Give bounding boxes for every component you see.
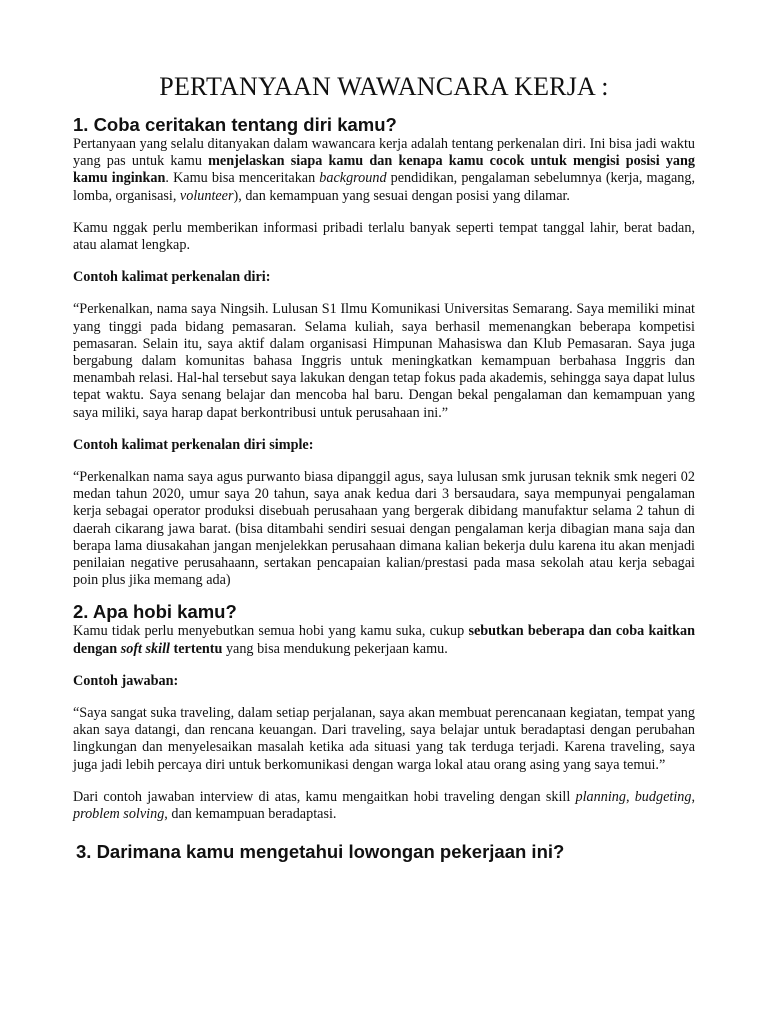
q2-intro-bold-text-2: tertentu <box>169 640 223 657</box>
q2-conclusion-italic-problem-solving: problem solving <box>73 806 165 823</box>
example-2-text: “Perkenalkan nama saya agus purwanto biasa dipanggil agus, saya lulusan smk jurusan teknik smk negeri 02 medan tahun 2020, umur saya 20 tahun, saya anak kedua dari 3 bersaudara, saya mempunyai pengalaman kerja sebagai operator produksi disebuah perusahaan yang bergerak dibidang manufaktur selama 2 tahun di daerah cikarang jawa barat. (bisa ditambahi sendiri sesuai dengan pengalaman kerja dibagian mana saja dan berapa lama diusakahan jangan menjelekkan perusahaan dimana kalian bekerja dulu karena itu akan menjadi penilaian negative perusahaann, sertakan pencapaian kalian/prestasi pada masa sekolah atau kerja sebagai poin plus jika memang ada) <box>73 469 695 589</box>
q2-conclusion-sep-2: , <box>691 788 695 805</box>
question-1-heading: 1. Coba ceritakan tentang diri kamu? <box>73 114 397 135</box>
q2-conclusion-italic-budgeting: budgeting <box>634 788 692 805</box>
q2-intro-text-b: yang bisa mendukung pekerjaan kamu. <box>222 640 448 657</box>
question-2-example-label: Contoh jawaban: <box>73 672 179 689</box>
q2-conclusion-text-b: , dan kemampuan beradaptasi. <box>164 806 337 823</box>
q2-conclusion-text-a: Dari contoh jawaban interview di atas, kamu mengaitkan hobi traveling dengan skill <box>73 788 576 805</box>
question-2-example-text: “Saya sangat suka traveling, dalam setiap perjalanan, saya akan membuat perencanaan kegiatan, tempat yang akan saya datangi, dan rencana keuangan. Dari traveling, saya belajar untuk beradaptasi dengan perubahan lingkungan dan menyelesaikan masalah ketika ada situasi yang tak terduga terjadi. Karena traveling, saya juga jadi lebih percaya diri untuk berkomunikasi dengan warga lokal atau orang asing yang saya temui.” <box>73 705 695 773</box>
question-3-heading: 3. Darimana kamu mengetahui lowongan pekerjaan ini? <box>76 841 565 863</box>
document-title: PERTANYAAN WAWANCARA KERJA : <box>159 72 609 101</box>
example-1-label: Contoh kalimat perkenalan diri: <box>73 269 271 286</box>
q2-conclusion-sep-1: , <box>625 788 635 805</box>
question-2-intro-paragraph <box>73 623 695 657</box>
q1-intro-text-d: ), dan kemampuan yang sesuai dengan posisi yang dilamar. <box>233 187 570 204</box>
q1-intro-text-b: . Kamu bisa menceritakan <box>165 170 320 187</box>
example-2-label: Contoh kalimat perkenalan diri simple: <box>73 436 314 453</box>
document-page <box>73 72 695 863</box>
question-1-note-paragraph: Kamu nggak perlu memberikan informasi pribadi terlalu banyak seperti tempat tanggal lahir, berat badan, atau alamat lengkap. <box>73 219 695 254</box>
q1-intro-italic-background: background <box>319 170 387 187</box>
q2-intro-bold-text-1: sebutkan beberapa dan coba kaitkan dengan <box>73 623 695 657</box>
q2-intro-bold-italic-soft-skill: soft skill <box>120 640 170 657</box>
question-2-conclusion-paragraph <box>73 789 695 823</box>
q1-intro-text-a: Pertanyaan yang selalu ditanyakan dalam wawancara kerja adalah tentang perkenalan diri. Ini bisa jadi waktu yang pas untuk kamu <box>73 136 695 170</box>
q2-intro-text-a: Kamu tidak perlu menyebutkan semua hobi yang kamu suka, cukup <box>73 623 469 640</box>
example-1-text: “Perkenalkan, nama saya Ningsih. Lulusan S1 Ilmu Komunikasi Universitas Semarang. Saya memiliki minat yang tinggi pada bidang pemasaran. Selama kuliah, saya berhasil memenangkan beberapa kompetisi pemasaran. Selain itu, saya aktif dalam organisasi Himpunan Mahasiswa dan Klub Pemasaran. Saya juga bergabung dalam komunitas bahasa Inggris untuk meningkatkan kemampuan berbahasa Inggris dan menambah relasi. Hal-hal tersebut saya lakukan dengan tetap fokus pada akademis, sehingga saya dapat lulus tepat waktu. Saya senang belajar dan mencoba hal baru. Dengan bekal pengalaman dan kemampuan yang saya miliki, saya harap dapat berkontribusi untuk perusahaan ini.” <box>73 301 695 421</box>
q1-intro-italic-volunteer: volunteer <box>179 187 234 204</box>
q1-intro-text-c: pendidikan, pengalaman sebelumnya (kerja, magang, lomba, organisasi, <box>73 170 695 204</box>
q2-conclusion-italic-planning: planning <box>575 788 626 805</box>
question-2-heading: 2. Apa hobi kamu? <box>73 601 237 623</box>
question-1-intro-paragraph <box>73 136 695 205</box>
q1-intro-bold-text: menjelaskan siapa kamu dan kenapa kamu cocok untuk mengisi posisi yang kamu inginkan <box>73 153 696 187</box>
